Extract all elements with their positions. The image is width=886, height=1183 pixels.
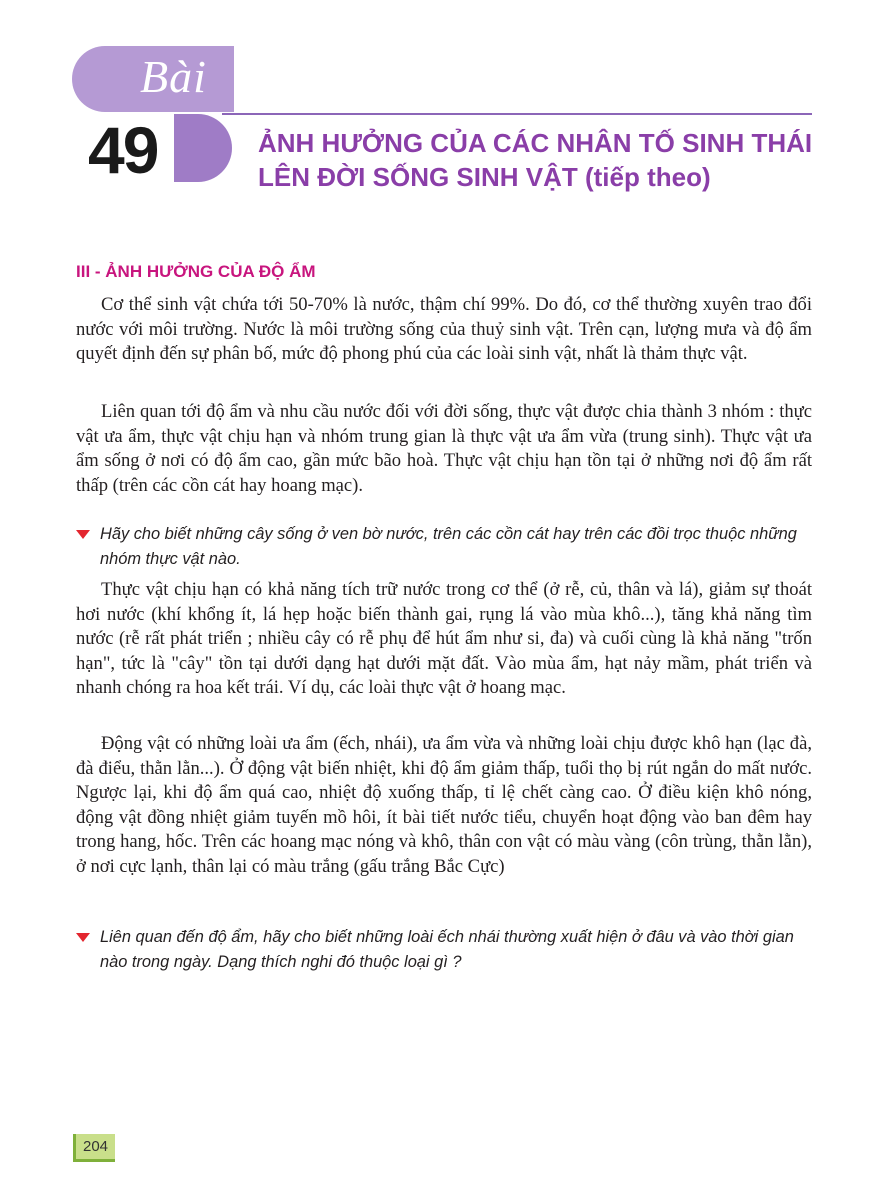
lesson-title-line-2: LÊN ĐỜI SỐNG SINH VẬT (tiếp theo) bbox=[258, 162, 711, 192]
lesson-title bbox=[258, 126, 818, 194]
question-marker-icon bbox=[76, 530, 90, 539]
paragraph-3: Thực vật chịu hạn có khả năng tích trữ nước trong cơ thể (ở rễ, củ, thân và lá), giảm sự thoát hơi nước (khí khổng ít, lá hẹp hoặc biến thành gai, rụng lá vào mùa khô...), tăng khả năng tìm nước (rễ rất phát triển ; nhiều cây có rễ phụ để hút ẩm như si, đa) và cuối cùng là khả năng "trốn hạn", tức là "cây" tồn tại dưới dạng hạt dưới mặt đất. Vào mùa ẩm, hạt nảy mầm, phát triển và nhanh chóng ra hoa kết trái. Ví dụ, các loài thực vật ở hoang mạc. bbox=[76, 579, 812, 698]
question-2 bbox=[76, 925, 816, 974]
question-marker-icon bbox=[76, 933, 90, 942]
lesson-number: 49 bbox=[88, 113, 158, 187]
question-2-text: Liên quan đến độ ẩm, hãy cho biết những loài ếch nhái thường xuất hiện ở đâu và vào thời gian nào trong ngày. Dạng thích nghi đó thuộc loại gì ? bbox=[100, 928, 794, 971]
page-number: 204 bbox=[73, 1134, 115, 1162]
lesson-title-line-1: ẢNH HƯỞNG CỦA CÁC NHÂN TỐ SINH THÁI bbox=[258, 128, 813, 158]
paragraph-1: Cơ thể sinh vật chứa tới 50-70% là nước, thậm chí 99%. Do đó, cơ thể thường xuyên trao đổi nước với môi trường. Nước là môi trường sống của thuỷ sinh vật. Trên cạn, lượng mưa và độ ẩm quyết định đến sự phân bố, mức độ phong phú của các loài sinh vật, nhất là thảm thực vật. bbox=[76, 294, 812, 364]
lesson-word: Bài bbox=[140, 51, 207, 102]
header-rule bbox=[222, 113, 812, 115]
paragraph-4: Động vật có những loài ưa ẩm (ếch, nhái), ưa ẩm vừa và những loài chịu được khô hạn (lạc đà, đà điểu, thằn lằn...). Ở động vật biến nhiệt, khi độ ẩm giảm thấp, tuổi thọ bị rút ngắn do mất nước. Ngược lại, khi độ ẩm quá cao, nhiệt độ xuống thấp, tỉ lệ chết càng cao. Ở điều kiện khô nóng, động vật đồng nhiệt giảm tuyến mồ hôi, ít bài tiết nước tiểu, chuyển hoạt động vào ban đêm hay trong hang, hốc. Trên các hoang mạc nóng và khô, thân con vật có màu vàng (côn trùng, thằn lằn), ở nơi cực lạnh, thân lại có màu trắng (gấu trắng Bắc Cực) bbox=[76, 733, 812, 877]
section-heading: III - ẢNH HƯỞNG CỦA ĐỘ ẨM bbox=[76, 262, 316, 281]
question-1 bbox=[76, 522, 816, 571]
question-1-text: Hãy cho biết những cây sống ở ven bờ nước, trên các cồn cát hay trên các đồi trọc thuộc những nhóm thực vật nào. bbox=[100, 525, 797, 568]
paragraph-2: Liên quan tới độ ẩm và nhu cầu nước đối với đời sống, thực vật được chia thành 3 nhóm : thực vật ưa ẩm, thực vật chịu hạn và nhóm trung gian là thực vật ưa ẩm vừa (trung sinh). Thực vật ưa ẩm sống ở nơi có độ ẩm cao, gần mức bão hoà. Thực vật chịu hạn tồn tại ở những nơi độ ẩm rất thấp (trên các cồn cát hay hoang mạc). bbox=[76, 401, 812, 496]
